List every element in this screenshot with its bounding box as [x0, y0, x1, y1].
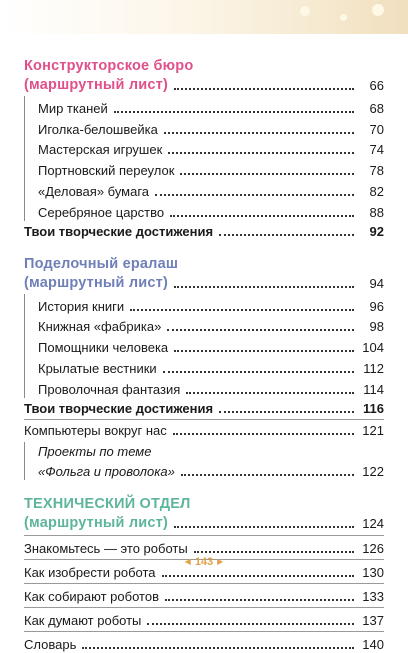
page-number: 126 — [362, 540, 384, 556]
leader-dots — [174, 286, 354, 288]
page-number: 98 — [369, 319, 384, 335]
page-number-footer: 143 — [194, 556, 214, 568]
section-items — [24, 96, 384, 221]
entry-title: Мастерская игрушек — [38, 142, 163, 158]
page-number: 104 — [362, 340, 384, 356]
page-number: 78 — [369, 163, 384, 179]
entry-title: Словарь — [24, 636, 77, 652]
toc-entry[interactable] — [24, 632, 384, 653]
entry-title: Портновский переулок — [38, 163, 175, 179]
entry-title: Крылатые вестники — [38, 360, 157, 376]
entry-title: История книги — [38, 298, 125, 314]
leader-dots — [173, 433, 354, 435]
toc-entry-projects[interactable] — [38, 460, 384, 480]
toc-entry[interactable] — [38, 158, 384, 179]
page-number: 133 — [362, 588, 384, 604]
page-number: 94 — [369, 275, 384, 291]
section-subtitle: (маршрутный лист) — [24, 77, 168, 93]
projects-block — [24, 442, 384, 480]
section-title: ТЕХНИЧЕСКИЙ ОТДЕЛ — [24, 495, 191, 512]
page-number: 82 — [369, 183, 384, 199]
page-number: 130 — [362, 564, 384, 580]
leader-dots — [82, 647, 354, 649]
toc-entry[interactable] — [24, 420, 384, 439]
leader-dots — [114, 111, 354, 113]
entry-title: Иголка-белошвейка — [38, 121, 158, 137]
sparkle-decoration — [340, 14, 347, 21]
page-number: 122 — [362, 463, 384, 479]
page-number: 121 — [362, 422, 384, 438]
page-footer — [0, 556, 408, 568]
section-title: Поделочный ералаш — [24, 255, 179, 272]
toc-entry[interactable] — [38, 179, 384, 200]
section-konstruktorskoe-byuro — [24, 58, 384, 240]
entry-title: Серебряное царство — [38, 204, 165, 220]
leader-dots — [194, 551, 354, 553]
sparkle-decoration — [372, 4, 384, 16]
page-number: 74 — [369, 142, 384, 158]
toc-entry[interactable] — [38, 96, 384, 117]
leader-dots — [174, 526, 354, 528]
leader-dots — [167, 329, 354, 331]
entry-title: Как изобрести робота — [24, 564, 156, 580]
leader-dots — [170, 215, 354, 217]
leader-dots — [162, 575, 354, 577]
toc-entry[interactable] — [38, 294, 384, 315]
toc-entry[interactable] — [38, 117, 384, 138]
leader-dots — [168, 152, 354, 154]
leader-dots — [181, 474, 354, 476]
toc-entry[interactable] — [24, 536, 384, 557]
toc-entry-achievements[interactable] — [24, 398, 384, 417]
toc-entry[interactable] — [38, 377, 384, 398]
toc-entry-section-title[interactable] — [24, 273, 384, 292]
toc-entry-achievements[interactable] — [24, 221, 384, 240]
leader-dots — [163, 371, 354, 373]
toc-entry[interactable] — [38, 315, 384, 336]
section-subtitle: (маршрутный лист) — [24, 514, 168, 531]
entry-title: «Деловая» бумага — [38, 183, 150, 199]
section-subtitle: (маршрутный лист) — [24, 274, 168, 291]
decorative-top-band — [0, 0, 408, 34]
projects-line1 — [38, 444, 384, 460]
entry-title: Знакомьтесь — это роботы — [24, 540, 188, 556]
leader-dots — [130, 309, 354, 311]
section-items — [24, 294, 384, 398]
toc-entry[interactable] — [38, 335, 384, 356]
page-number: 70 — [369, 121, 384, 137]
page-number: 88 — [369, 204, 384, 220]
entry-title: Твои творческие достижения — [24, 400, 214, 416]
page-number: 92 — [369, 223, 384, 239]
arrow-left-icon: ◀ — [184, 557, 191, 566]
page-number: 114 — [363, 381, 384, 397]
leader-dots — [219, 411, 354, 413]
entry-title: Книжная «фабрика» — [38, 319, 162, 335]
entry-title: Мир тканей — [38, 100, 108, 116]
leader-dots — [219, 234, 354, 236]
page-number: 124 — [362, 515, 384, 531]
page-number: 140 — [362, 636, 384, 652]
toc-entry-section-title[interactable] — [24, 513, 384, 532]
page-number: 96 — [369, 298, 384, 314]
entry-title: Как собирают роботов — [24, 588, 159, 604]
section-title: Конструкторское бюро — [24, 58, 194, 74]
toc-entry-section-title[interactable] — [24, 75, 384, 94]
leader-dots — [164, 132, 354, 134]
section-podelochnyi-eralash — [24, 256, 384, 480]
section-tekhnicheskii-otdel — [24, 496, 384, 653]
toc-entry[interactable] — [38, 138, 384, 159]
entry-title: Как думают роботы — [24, 612, 142, 628]
toc-entry[interactable] — [38, 356, 384, 377]
leader-dots — [147, 623, 354, 625]
page-number: 112 — [363, 360, 384, 376]
toc-entry[interactable] — [24, 608, 384, 629]
leader-dots — [174, 350, 354, 352]
entry-title: «Фольга и проволока» — [38, 463, 175, 479]
arrow-right-icon: ▶ — [217, 557, 224, 566]
entry-title: Компьютеры вокруг нас — [24, 422, 167, 438]
toc-entry[interactable] — [38, 200, 384, 221]
entry-title: Проекты по теме — [38, 443, 152, 459]
sparkle-decoration — [300, 6, 310, 16]
entry-title: Проволочная фантазия — [38, 381, 181, 397]
leader-dots — [174, 88, 354, 90]
page-number: 68 — [369, 100, 384, 116]
entry-title: Помощники человека — [38, 340, 169, 356]
leader-dots — [165, 599, 354, 601]
toc-entry[interactable] — [24, 584, 384, 605]
leader-dots — [155, 194, 354, 196]
entry-title: Твои творческие достижения — [24, 223, 214, 239]
leader-dots — [180, 173, 354, 175]
page-number: 137 — [362, 612, 384, 628]
page-number: 66 — [369, 78, 384, 93]
page-number: 116 — [363, 400, 384, 416]
leader-dots — [186, 392, 354, 394]
